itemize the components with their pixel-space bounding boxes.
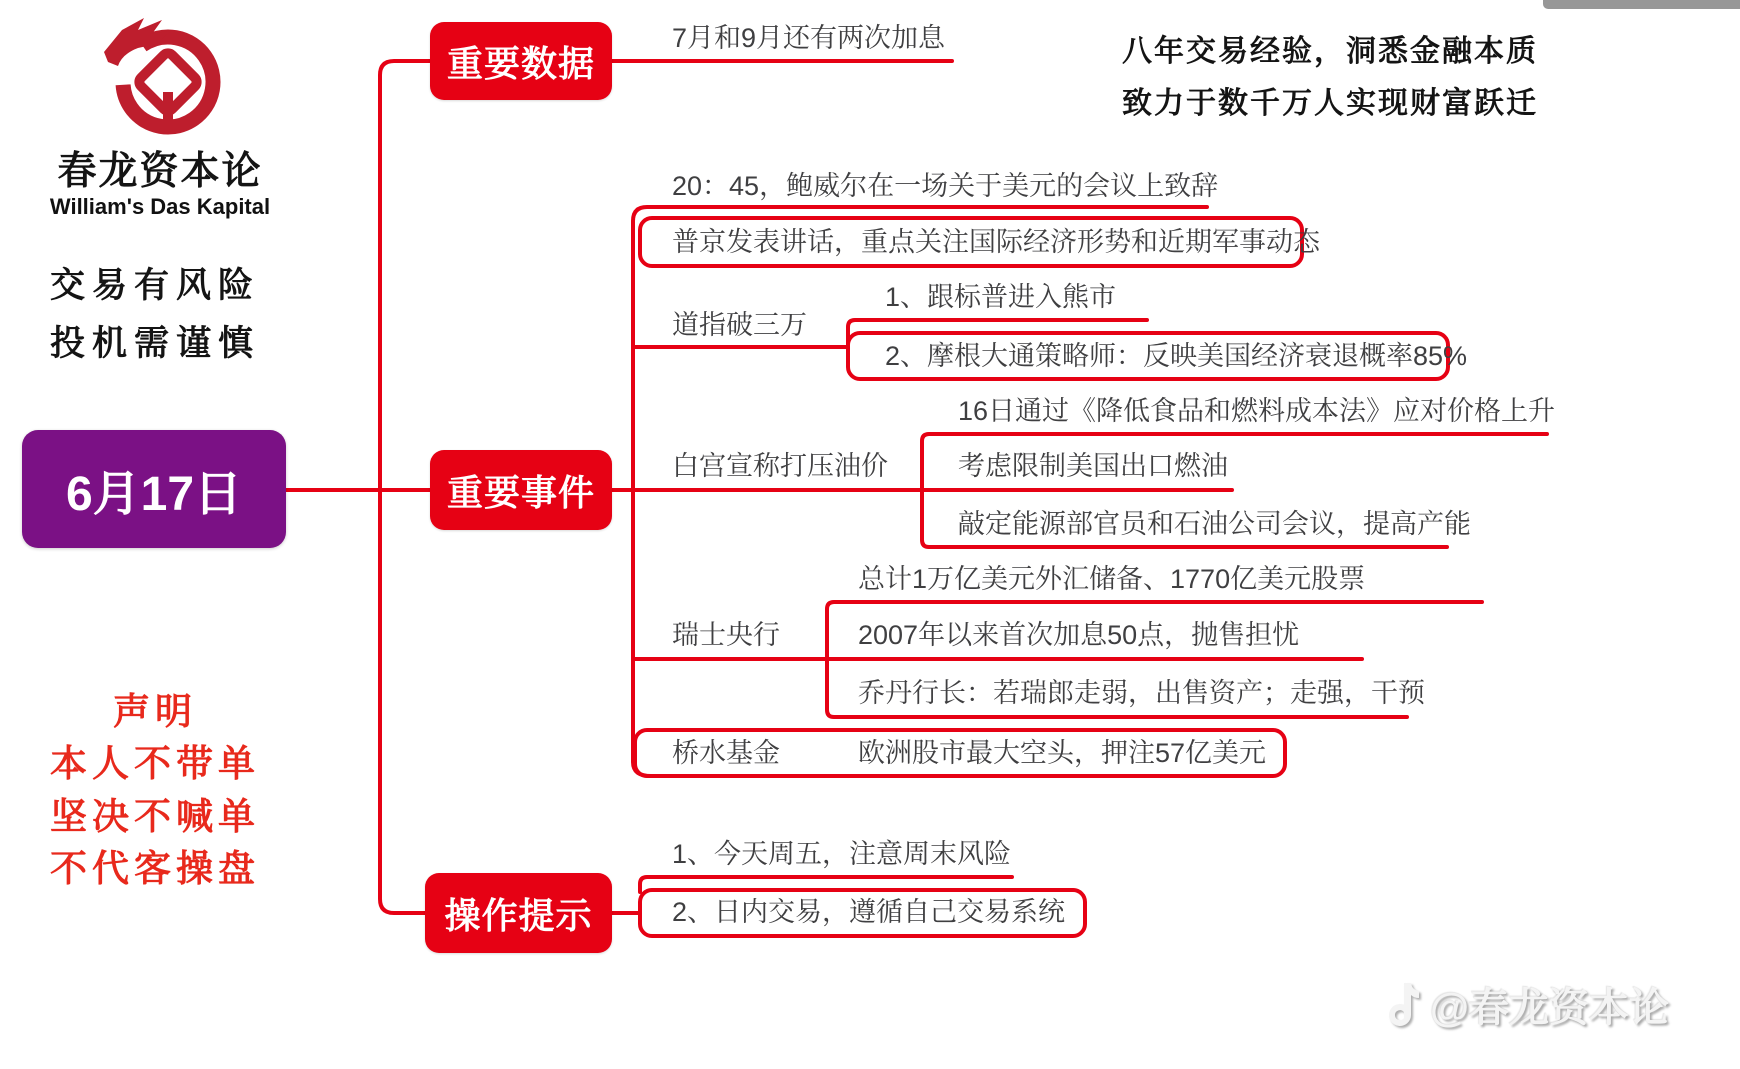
- root-node-label: 6月17日: [65, 467, 243, 521]
- risk-warning-line1: 交易有风险: [49, 265, 260, 306]
- risk-warning-line2: 投机需谨慎: [49, 323, 260, 364]
- node-snb: 瑞士央行: [672, 620, 780, 650]
- dragon-logo: [78, 12, 252, 144]
- branch-node-important-events: [430, 450, 612, 530]
- leaf-jordan-remarks: 乔丹行长：若瑞郎走弱，出售资产；走强，干预: [858, 678, 1425, 708]
- branch-node-important-data: [430, 22, 612, 100]
- node-dow-below-30k: 道指破三万: [672, 310, 807, 340]
- leaf-jpmorgan-recession: 2、摩根大通策略师：反映美国经济衰退概率85%: [885, 341, 1468, 371]
- leaf-putin-speech: 普京发表讲话，重点关注国际经济形势和近期军事动态: [672, 227, 1320, 257]
- tagline-line1: 八年交易经验，洞悉金融本质: [1122, 34, 1538, 69]
- node-bridgewater: 桥水基金: [672, 738, 780, 768]
- leaf-energy-meeting: 敲定能源部官员和石油公司会议，提高产能: [958, 509, 1471, 539]
- disclaimer-line1: 本人不带单: [50, 741, 260, 785]
- watermark-handle: @春龙资本论: [1430, 986, 1670, 1030]
- disclaimer-line3: 不代客操盘: [50, 846, 260, 890]
- leaf-bridgewater-short: 欧洲股市最大空头，押注57亿美元: [858, 738, 1267, 768]
- disclaimer-title: 声明: [113, 689, 197, 733]
- root-trunk-line: [286, 61, 430, 913]
- node-white-house-oil: 白宫宣称打压油价: [672, 451, 888, 481]
- disclaimer-line2: 坚决不喊单: [50, 794, 260, 838]
- leaf-weekend-risk: 1、今天周五，注意周末风险: [672, 839, 1012, 869]
- root-node-date: [22, 430, 286, 548]
- leaf-dow-bear-market: 1、跟标普进入熊市: [885, 282, 1117, 312]
- watermark: [1382, 976, 1669, 1033]
- brand-title: 春龙资本论: [57, 148, 263, 194]
- leaf-snb-rate-hike: 2007年以来首次加息50点，抛售担忧: [858, 620, 1300, 650]
- music-note-icon: [1382, 981, 1420, 1029]
- branch-label: 重要事件: [446, 471, 595, 513]
- top-right-bar: [1543, 0, 1740, 9]
- leaf-powell-speech: 20：45，鲍威尔在一场关于美元的会议上致辞: [672, 171, 1219, 201]
- leaf-intraday-system: 2、日内交易，遵循自己交易系统: [672, 897, 1066, 927]
- leaf-rate-hikes: 7月和9月还有两次加息: [672, 23, 946, 53]
- leaf-fuel-export-limit: 考虑限制美国出口燃油: [958, 451, 1228, 481]
- leaf-snb-reserves: 总计1万亿美元外汇储备、1770亿美元股票: [858, 564, 1366, 594]
- branch-label: 操作提示: [444, 894, 593, 936]
- branch-label: 重要数据: [446, 42, 595, 84]
- branch-node-operation-tips: [425, 873, 612, 953]
- brand-subtitle: William's Das Kapital: [49, 194, 271, 219]
- leaf-food-fuel-act: 16日通过《降低食品和燃料成本法》应对价格上升: [958, 396, 1556, 426]
- tagline-line2: 致力于数千万人实现财富跃迁: [1122, 86, 1538, 121]
